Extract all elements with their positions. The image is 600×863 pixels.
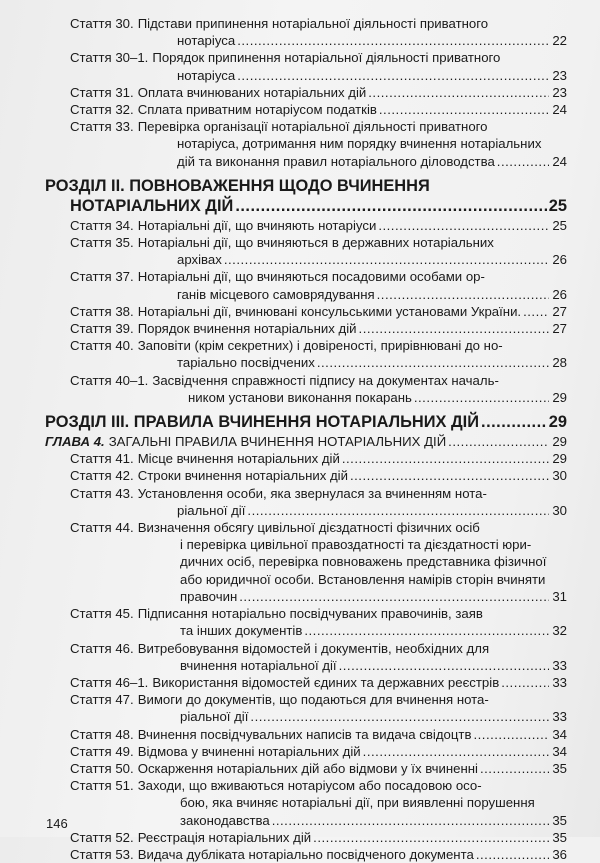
section-first-line <box>45 176 567 196</box>
toc-article-entry <box>45 691 567 725</box>
page-ref: 35 <box>552 829 567 845</box>
page-ref: 24 <box>552 102 567 118</box>
article-title-text: таріально посвідчених <box>177 355 315 371</box>
page-ref: 24 <box>552 153 567 169</box>
dot-leader <box>480 760 549 777</box>
article-title-text: Визначення обсягу цивільної дієздатності фізичних осіб <box>137 520 480 536</box>
toc-article-entry <box>45 605 567 639</box>
article-title-text: Перевірка організації нотаріальної діяльності приватного <box>137 119 488 135</box>
toc-article-entry <box>45 101 567 118</box>
entry-first-line <box>70 118 567 135</box>
article-title-text: Нотаріальні дії, що вчиняються посадовими особами ор- <box>137 269 485 285</box>
toc-article-entry <box>45 674 567 691</box>
entry-first-line <box>70 320 567 337</box>
entry-continuation-line <box>70 32 567 49</box>
dot-leader <box>237 67 549 84</box>
toc-section-heading <box>45 412 567 432</box>
entry-first-line <box>70 268 567 285</box>
toc-article-entry <box>45 268 567 302</box>
page-ref: 25 <box>548 196 567 215</box>
entry-first-line <box>70 49 567 66</box>
page-ref: 23 <box>552 84 567 100</box>
entry-continuation-line <box>70 251 567 268</box>
page-ref: 26 <box>552 252 567 268</box>
article-title-text: Видача дубліката нотаріально посвідченого документа <box>137 846 474 862</box>
article-label: Стаття 48. <box>70 726 134 742</box>
dot-leader <box>379 101 549 118</box>
page-ref: 32 <box>552 623 567 639</box>
chapter-title-text: ЗАГАЛЬНІ ПРАВИЛА ВЧИНЕННЯ НОТАРІАЛЬНИХ ДІЙ <box>108 434 447 450</box>
article-label: Стаття 30. <box>70 16 134 31</box>
page-ref: 23 <box>552 67 567 83</box>
article-title-text: законодавства <box>180 812 270 828</box>
entry-continuation-line <box>70 354 567 371</box>
toc-article-entry <box>45 760 567 777</box>
toc-article-entry <box>45 467 567 484</box>
entry-continuation-line <box>70 153 567 170</box>
article-label: Стаття 38. <box>70 303 134 319</box>
entry-continuation-line <box>70 553 567 570</box>
entry-first-line <box>70 777 567 794</box>
entry-first-line <box>70 84 567 101</box>
article-title-text: Нотаріальні дії, що вчиняють нотаріуси <box>137 217 377 233</box>
dot-leader <box>523 303 549 320</box>
dot-leader <box>350 467 549 484</box>
article-label: Стаття 40. <box>70 338 134 354</box>
page-ref: 30 <box>552 468 567 484</box>
dot-leader <box>378 217 549 234</box>
article-label: Стаття 42. <box>70 468 134 484</box>
article-label: Стаття 40–1. <box>70 372 149 388</box>
dot-leader <box>414 389 549 406</box>
article-title-text: Підстави припинення нотаріальної діяльності приватного <box>137 16 489 31</box>
article-label: Стаття 51. <box>70 778 134 794</box>
article-title-text: Заходи, що вживаються нотаріусом або посадовою осо- <box>137 778 482 794</box>
dot-leader <box>497 153 549 170</box>
dot-leader <box>481 412 547 432</box>
entry-continuation-line <box>70 571 567 588</box>
entry-continuation-line <box>70 794 567 811</box>
entry-continuation-line <box>70 135 567 152</box>
section-first-line <box>45 412 567 432</box>
toc-article-entry <box>45 49 567 83</box>
dot-leader <box>377 286 549 303</box>
toc-article-entry <box>45 320 567 337</box>
article-title-text: або юридичної особи. Встановлення намірів сторін вчиняти <box>180 571 546 587</box>
entry-first-line <box>70 303 567 320</box>
article-label: Стаття 32. <box>70 102 134 118</box>
entry-first-line <box>70 485 567 502</box>
dot-leader <box>313 829 549 846</box>
dot-leader <box>473 726 549 743</box>
page-ref: 25 <box>552 217 567 233</box>
article-title-text: ником установи виконання покарань <box>188 389 412 405</box>
article-title-text: архівах <box>177 252 222 268</box>
toc-article-entry <box>45 450 567 467</box>
article-title-text: бою, яка вчиняє нотаріальні дії, при виявленні порушення <box>180 795 535 811</box>
toc-article-entry <box>45 485 567 519</box>
entry-first-line <box>70 760 567 777</box>
article-title-text: Строки вчинення нотаріальних дій <box>137 468 348 484</box>
dot-leader <box>317 354 549 371</box>
section-title-text: РОЗДІЛ ІІ. ПОВНОВАЖЕННЯ ЩОДО ВЧИНЕННЯ <box>45 176 430 195</box>
toc-article-entry <box>45 15 567 49</box>
entry-continuation-line <box>70 67 567 84</box>
entry-first-line <box>70 743 567 760</box>
page-ref: 33 <box>552 657 567 673</box>
entry-first-line <box>70 450 567 467</box>
article-title-text: Оплата вчинюваних нотаріальних дій <box>137 84 367 100</box>
article-title-text: Нотаріальні дії, вчинювані консульськими установами України. <box>137 303 522 319</box>
page-ref: 35 <box>552 760 567 776</box>
dot-leader <box>304 622 549 639</box>
article-label: Стаття 43. <box>70 485 134 501</box>
dot-leader <box>448 433 549 450</box>
toc-section-heading <box>45 176 567 216</box>
entry-continuation-line <box>70 588 567 605</box>
section-title-text: РОЗДІЛ ІІІ. ПРАВИЛА ВЧИНЕННЯ НОТАРІАЛЬНИХ ДІЙ <box>45 413 480 432</box>
entry-first-line <box>70 337 567 354</box>
article-title-text: ріальної дії <box>177 502 246 518</box>
article-title-text: правочин <box>180 588 238 604</box>
toc-article-entry <box>45 118 567 170</box>
article-title-text: вчинення нотаріальної дії <box>180 657 337 673</box>
toc-article-entry <box>45 829 567 846</box>
entry-first-line <box>70 234 567 251</box>
article-label: Стаття 41. <box>70 451 134 467</box>
toc-article-entry <box>45 234 567 268</box>
toc-article-entry <box>45 640 567 674</box>
dot-leader <box>359 320 549 337</box>
article-title-text: Вчинення посвідчувальних написів та видача свідоцтв <box>137 726 472 742</box>
entry-first-line <box>70 829 567 846</box>
toc-article-entry <box>45 743 567 760</box>
page-ref: 29 <box>552 451 567 467</box>
article-label: Стаття 45. <box>70 606 134 622</box>
article-title-text: нотаріуса <box>177 67 236 83</box>
dot-leader <box>476 846 549 863</box>
article-label: Стаття 31. <box>70 84 134 100</box>
entry-first-line <box>70 846 567 863</box>
article-title-text: і перевірка цивільної правоздатності та дієздатності юри- <box>180 537 532 553</box>
article-title-text: Нотаріальні дії, що вчиняються в державних нотаріальних <box>137 235 494 251</box>
entry-continuation-line <box>70 536 567 553</box>
page-ref: 34 <box>552 726 567 742</box>
section-title-text: НОТАРІАЛЬНИХ ДІЙ <box>70 196 234 215</box>
page-ref: 36 <box>552 846 567 862</box>
entry-first-line <box>70 101 567 118</box>
entry-continuation-line <box>70 708 567 725</box>
toc-article-entry <box>45 846 567 863</box>
dot-leader <box>239 588 549 605</box>
article-title-text: Витребовування відомостей і документів, необхідних для <box>137 640 490 656</box>
entry-first-line <box>70 691 567 708</box>
article-title-text: Використання відомостей єдиних та державних реєстрів <box>152 674 500 690</box>
article-title-text: Порядок вчинення нотаріальних дій <box>137 321 357 337</box>
dot-leader <box>237 32 549 49</box>
page-ref: 33 <box>552 674 567 690</box>
page-ref: 35 <box>552 812 567 828</box>
toc-article-entry <box>45 519 567 605</box>
article-title-text: Реєстрація нотаріальних дій <box>137 829 312 845</box>
chapter-line <box>45 433 567 450</box>
article-label: Стаття 30–1. <box>70 50 149 66</box>
article-label: Стаття 37. <box>70 269 134 285</box>
article-title-text: та інших документів <box>180 623 303 639</box>
article-title-text: нотаріуса, дотримання ним порядку вчинення нотаріальних <box>177 136 542 152</box>
dot-leader <box>250 708 549 725</box>
article-title-text: Підписання нотаріально посвідчуваних правочинів, заяв <box>137 606 483 622</box>
toc-article-entry <box>45 303 567 320</box>
entry-first-line <box>70 217 567 234</box>
article-label: Стаття 46–1. <box>70 674 149 690</box>
article-title-text: дій та виконання правил нотаріального діловодства <box>177 153 495 169</box>
entry-first-line <box>70 372 567 389</box>
entry-first-line <box>70 640 567 657</box>
toc-article-entry <box>45 84 567 101</box>
dot-leader <box>339 657 549 674</box>
article-title-text: Засвідчення справжності підпису на документах началь- <box>152 372 499 388</box>
article-label: Стаття 46. <box>70 640 134 656</box>
page-ref: 30 <box>552 502 567 518</box>
dot-leader <box>272 812 549 829</box>
table-of-contents <box>45 15 567 863</box>
page-ref: 29 <box>548 413 567 432</box>
page-ref: 26 <box>552 286 567 302</box>
article-title-text: Сплата приватним нотаріусом податків <box>137 102 377 118</box>
article-label: Стаття 39. <box>70 321 134 337</box>
entry-first-line <box>70 15 567 32</box>
article-title-text: Оскарження нотаріальних дій або відмови у їх вчиненні <box>137 760 478 776</box>
entry-continuation-line <box>70 389 567 406</box>
article-title-text: нотаріуса <box>177 33 236 49</box>
entry-first-line <box>70 605 567 622</box>
dot-leader <box>363 743 549 760</box>
section-continuation-line <box>45 196 567 216</box>
article-title-text: Порядок припинення нотаріальної діяльності приватного <box>152 50 501 66</box>
article-label: Стаття 49. <box>70 743 134 759</box>
toc-article-entry <box>45 726 567 743</box>
page-ref: 33 <box>552 709 567 725</box>
entry-continuation-line <box>70 502 567 519</box>
article-label: Стаття 34. <box>70 217 134 233</box>
page-ref: 27 <box>552 303 567 319</box>
article-title-text: Відмова у вчиненні нотаріальних дій <box>137 743 361 759</box>
article-title-text: ганів місцевого самоврядування <box>177 286 375 302</box>
dot-leader <box>501 674 549 691</box>
entry-first-line <box>70 467 567 484</box>
entry-continuation-line <box>70 622 567 639</box>
entry-continuation-line <box>70 812 567 829</box>
article-title-text: дичних осіб, перевірка повноважень представника фізичної <box>180 554 547 570</box>
page-number: 146 <box>46 816 68 831</box>
entry-first-line <box>70 726 567 743</box>
article-title-text: Заповіти (крім секретних) і довіреності, прирівнювані до но- <box>137 338 503 354</box>
dot-leader <box>247 502 549 519</box>
dot-leader <box>224 251 549 268</box>
page-ref: 29 <box>552 389 567 405</box>
article-label: Стаття 52. <box>70 829 134 845</box>
article-title-text: ріальної дії <box>180 709 249 725</box>
dot-leader <box>368 84 549 101</box>
page-ref: 34 <box>552 743 567 759</box>
entry-first-line <box>70 674 567 691</box>
chapter-label: ГЛАВА 4. <box>45 434 105 450</box>
toc-article-entry <box>45 372 567 406</box>
article-title-text: Місце вчинення нотаріальних дій <box>137 451 340 467</box>
article-label: Стаття 53. <box>70 846 134 862</box>
toc-article-entry <box>45 337 567 371</box>
dot-leader <box>235 196 546 216</box>
article-label: Стаття 44. <box>70 520 134 536</box>
entry-first-line <box>70 519 567 536</box>
page-ref: 28 <box>552 355 567 371</box>
article-label: Стаття 35. <box>70 235 134 251</box>
page-ref: 29 <box>552 434 567 450</box>
article-title-text: Вимоги до документів, що подаються для вчинення нота- <box>137 692 489 708</box>
entry-continuation-line <box>70 286 567 303</box>
page-ref: 27 <box>552 321 567 337</box>
article-label: Стаття 47. <box>70 692 134 708</box>
page-ref: 31 <box>552 588 567 604</box>
page-ref: 22 <box>552 33 567 49</box>
article-label: Стаття 33. <box>70 119 134 135</box>
entry-continuation-line <box>70 657 567 674</box>
article-label: Стаття 50. <box>70 760 134 776</box>
toc-article-entry <box>45 217 567 234</box>
toc-chapter-heading <box>45 433 567 450</box>
dot-leader <box>342 450 549 467</box>
article-title-text: Установлення особи, яка звернулася за вчиненням нота- <box>137 485 487 501</box>
toc-article-entry <box>45 777 567 829</box>
